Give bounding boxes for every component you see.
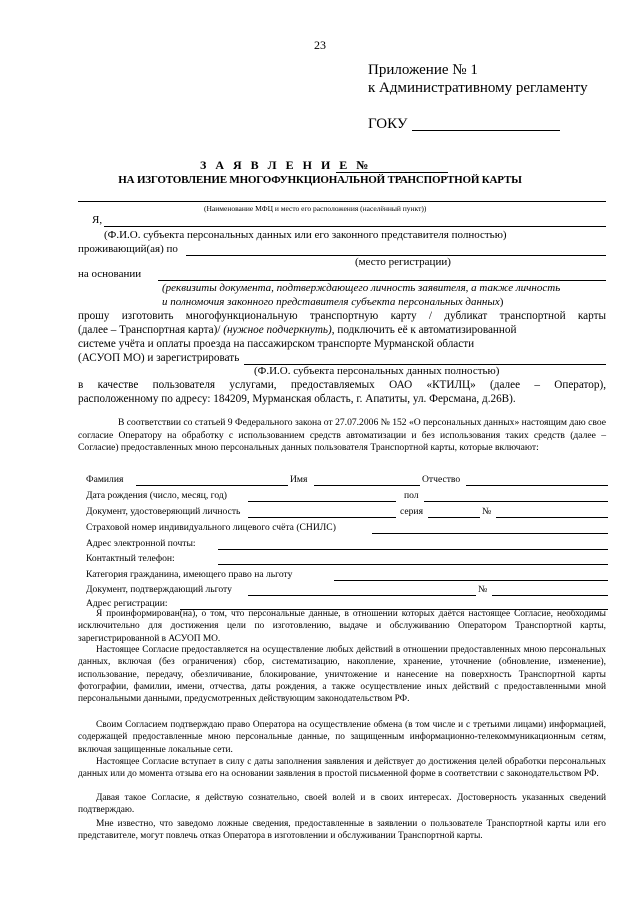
- place-caption: (место регистрации): [355, 256, 451, 268]
- ya-label: Я,: [92, 214, 103, 226]
- consent-paragraph-4-text: Настоящее Согласие вступает в силу с даты заполнения заявления и действует до достижения целей обработки персональных данных или до момента отзыва его на основании заявления в простой письменной форме в соответствии с законодательством РФ.: [78, 757, 606, 780]
- requisites-caption-1: (реквизиты документа, подтверждающего личность заявителя, а также личность: [162, 282, 561, 294]
- requisites-caption-2: [162, 296, 503, 308]
- request-line-4: (АСУОП МО) и зарегистрировать: [78, 352, 240, 364]
- consent-paragraph-1: [78, 608, 606, 645]
- category-label: Категория гражданина, имеющего право на льготу: [86, 569, 293, 580]
- email-input[interactable]: [218, 549, 608, 550]
- request-line-2-underline-note: (нужное подчеркнуть): [223, 324, 332, 336]
- sex-input[interactable]: [424, 501, 608, 502]
- snils-label: Страховой номер индивидуального лицевого счёта (СНИЛС): [86, 522, 336, 533]
- fio-field-line[interactable]: [104, 226, 606, 227]
- benefit-no-label: №: [478, 584, 488, 595]
- mfc-caption: (Наименование МФЦ и место его расположения (населённый пункт)): [204, 204, 427, 213]
- birthdate-label: Дата рождения (число, месяц, год): [86, 490, 227, 501]
- statement-number-line[interactable]: [336, 172, 448, 173]
- consent-paragraph-5: [78, 792, 606, 817]
- phone-label: Контактный телефон:: [86, 553, 175, 564]
- basis-label: на основании: [78, 268, 142, 280]
- appendix-subtitle: к Административному регламенту: [368, 80, 588, 96]
- patronymic-label: Отчество: [422, 474, 461, 485]
- number-label: №: [482, 506, 492, 517]
- series-label: серия: [400, 506, 423, 517]
- number-input[interactable]: [496, 517, 608, 518]
- surname-label: Фамилия: [86, 474, 124, 485]
- phone-input[interactable]: [218, 564, 608, 565]
- consent-paragraph-2: [78, 644, 606, 705]
- email-label: Адрес электронной почты:: [86, 538, 196, 549]
- consent-paragraph-6-text: Мне известно, что заведомо ложные сведения, предоставленные в заявлении о пользователе Транспортной карты или его представителе, могут повлечь отказ Оператора в изготовлении и обслуживании Транспортной карты.: [78, 819, 606, 842]
- consent-intro-text: В соответствии со статьей 9 Федерального закона от 27.07.2006 № 152 «О персональных данных» настоящим даю свое согласие Оператору на обработку с использованием средств автоматизации и без использования таких средств (далее – Согласие) предоставленных мною персональных данных пользователя Транспортной карты, которые включают:: [78, 417, 606, 453]
- patronymic-input[interactable]: [466, 485, 608, 486]
- request-line-5: в качестве пользователя услугами, предоставляемых ОАО «КТИЛЦ» (далее – Оператор),: [78, 379, 606, 391]
- category-input[interactable]: [334, 580, 608, 581]
- sex-label: пол: [404, 490, 419, 501]
- fio-caption: (Ф.И.О. субъекта персональных данных или его законного представителя полностью): [104, 229, 507, 241]
- name-label: Имя: [290, 474, 308, 485]
- mfc-field-line[interactable]: [78, 201, 606, 202]
- request-line-1: прошу изготовить многофункциональную транспортную карту / дубликат транспортной карты: [78, 310, 606, 322]
- statement-subtitle: НА ИЗГОТОВЛЕНИЕ МНОГОФУНКЦИОНАЛЬНОЙ ТРАНСПОРТНОЙ КАРТЫ: [118, 174, 522, 186]
- consent-paragraph-5-text: Давая такое Согласие, я действую сознательно, своей волей и в своих интересах. Достоверность указанных сведений подтверждаю.: [78, 793, 606, 816]
- statement-title: З А Я В Л Е Н И Е №: [200, 158, 372, 172]
- request-line-2-c: , подключить её к автоматизированной: [331, 324, 517, 336]
- requisites-caption-2-text: и полномочия законного представителя субъекта персональных данных: [162, 296, 500, 308]
- consent-paragraph-4: [78, 756, 606, 781]
- request-line-2: [78, 324, 606, 336]
- id-doc-label: Документ, удостоверяющий личность: [86, 506, 241, 517]
- consent-paragraph-2-text: Настоящее Согласие предоставляется на осуществление любых действий в отношении предоставленных мною персональных данных, включая (без ограничения) сбор, систематизацию, накопление, хранение, уточнение (обновление, изменение), использование, передачу, обезличивание, блокирование, уничтожение и нанесение на поверхность Транспортной карты фотографии, фамилии, имени, отчества, даты рождения, а также осуществление иных действий с предоставленными мной персональными данными, предусмотренных действующим законодательством РФ.: [78, 645, 606, 705]
- request-line-6: расположенному по адресу: 184209, Мурманская область, г. Апатиты, ул. Ферсмана, д.26В).: [78, 393, 516, 405]
- goku-blank-line[interactable]: [412, 130, 560, 131]
- page-number: 23: [314, 38, 326, 52]
- name-input[interactable]: [314, 485, 420, 486]
- consent-paragraph-3: [78, 719, 606, 756]
- appendix-goku-label: ГОКУ: [368, 116, 408, 132]
- consent-paragraph-6: [78, 818, 606, 843]
- basis-field-line[interactable]: [158, 280, 606, 281]
- request-line-3: системе учёта и оплаты проезда на пассажирском транспорте Мурманской области: [78, 338, 475, 350]
- request-line-2-a: (далее – Транспортная карта)/: [78, 324, 221, 336]
- consent-intro: [78, 417, 606, 455]
- benefit-doc-input[interactable]: [248, 595, 476, 596]
- consent-paragraph-3-text: Своим Согласием подтверждаю право Оператора на осуществление обмена (в том числе и с третьими лицами) информацией, содержащей предоставленные мною персональные данные, по защищенным информационно-телекоммуникационным сетям, включая защищенные локальные сети.: [78, 720, 606, 755]
- surname-input[interactable]: [136, 485, 288, 486]
- benefit-no-input[interactable]: [492, 595, 608, 596]
- requisites-caption-2-end: ): [499, 296, 504, 308]
- series-input[interactable]: [428, 517, 480, 518]
- fio-caption-2: (Ф.И.О. субъекта персональных данных полностью): [254, 365, 500, 377]
- id-doc-input[interactable]: [248, 517, 396, 518]
- birthdate-input[interactable]: [248, 501, 396, 502]
- appendix-title: Приложение № 1: [368, 62, 478, 78]
- snils-input[interactable]: [372, 533, 608, 534]
- residing-label: проживающий(ая) по: [78, 243, 178, 255]
- benefit-doc-label: Документ, подтверждающий льготу: [86, 584, 232, 595]
- consent-paragraph-1-text: Я проинформирован(на), о том, что персональные данные, в отношении которых даётся настоящее Согласие, необходимы исключительно для достижения цели по изготовлению, выдаче и обслуживанию Оператором Транспортной карты, зарегистрированной в АСУОП МО.: [78, 609, 606, 644]
- address-label: Адрес регистрации:: [86, 598, 168, 609]
